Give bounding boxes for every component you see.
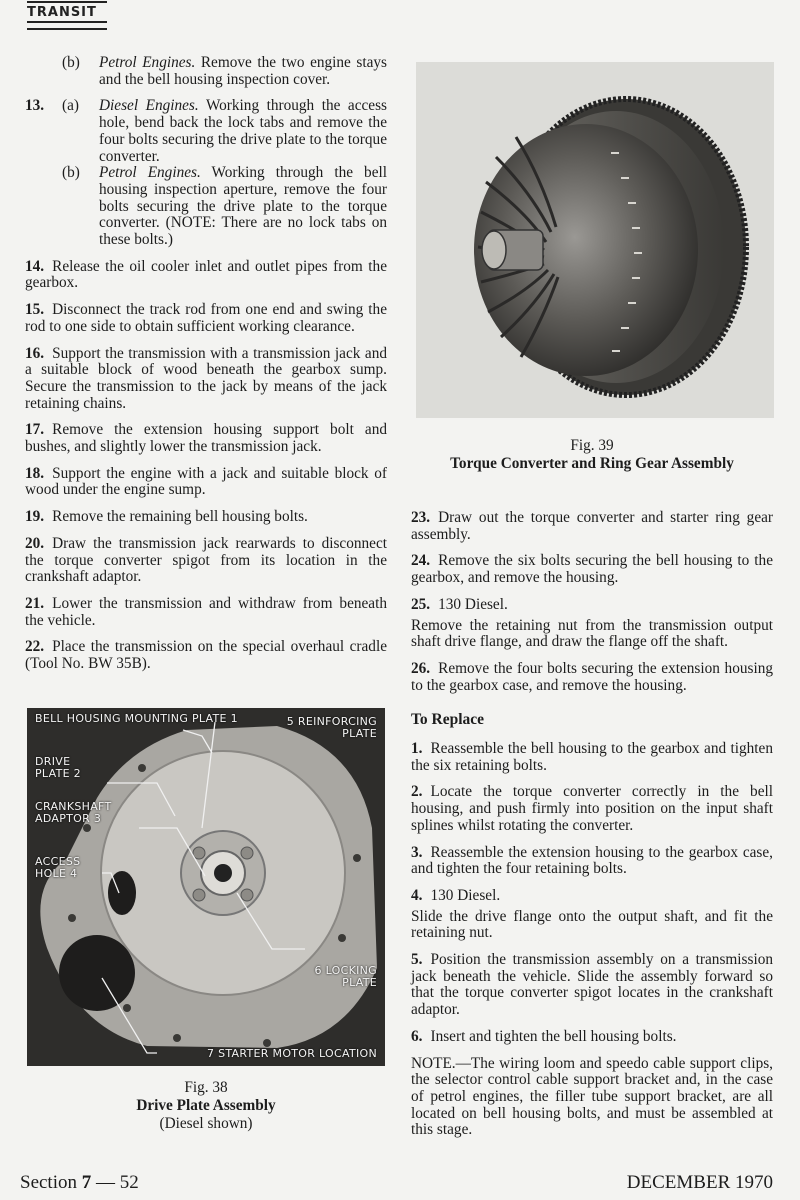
step-25-detail: Remove the retaining nut from the transmission output shaft drive flange, and draw the flange off the shaft. [411, 616, 773, 651]
replace-step-3 [411, 845, 773, 878]
adaptor-bore [214, 864, 232, 882]
replace-step-4 [411, 888, 773, 905]
sub-label: (a) [62, 97, 79, 115]
step-26 [411, 661, 773, 694]
sub-label: (b) [62, 164, 80, 182]
header-title: TRANSIT [27, 5, 97, 20]
replace-step-5 [411, 952, 773, 1019]
step-16 [25, 346, 387, 413]
to-replace-heading: To Replace [411, 711, 485, 729]
header-rule-mid [27, 21, 107, 23]
step-text: Position the transmission assembly on a transmission jack beneath the vehicle. Slide the assembly forward so that the torque converter spigot locates in the crankshaft adaptor. [411, 951, 773, 1019]
date-footer: DECEMBER 1970 [626, 1172, 773, 1193]
step-number: 18. [25, 464, 45, 482]
step-number: 4. [411, 886, 423, 904]
step-22 [25, 639, 387, 672]
fig39-title: Torque Converter and Ring Gear Assembly [450, 455, 734, 472]
section-page-footer [20, 1172, 139, 1194]
step-20 [25, 536, 387, 586]
page-number: — 52 [91, 1172, 139, 1193]
step-17 [25, 422, 387, 455]
section-label: Section [20, 1172, 82, 1193]
step-text: Support the transmission with a transmission jack and a suitable block of wood beneath the gearbox sump. Secure the transmission to the jack by means of the jack retaining chains. [25, 344, 387, 412]
step-number: 16. [25, 344, 45, 362]
fig38-number: Fig. 38 [184, 1079, 228, 1096]
drive-plate-photo [27, 708, 385, 1066]
section-number: 7 [81, 1172, 92, 1193]
left-column [25, 55, 387, 683]
callout-3-number: 3 [93, 812, 102, 825]
step-text: Remove the extension housing support bolt and bushes, and slightly lower the transmission jack. [25, 421, 387, 456]
callout-7-label: STARTER MOTOR LOCATION [218, 1047, 377, 1060]
callout-5-label: REINFORCING PLATE [297, 715, 377, 740]
step-number: 21. [25, 594, 45, 612]
assembly-note: NOTE.—The wiring loom and speedo cable support clips, the selector control cable support bracket and, in the case of petrol engines, the filler tube support bracket, are all located on bell housing bolts, and must be assembled at this stage. [411, 1054, 773, 1139]
step-number: 1. [411, 740, 423, 758]
callout-5-number: 5 [286, 715, 295, 728]
replace-step-2 [411, 784, 773, 834]
sub-lead: Diesel Engines. [99, 97, 199, 115]
callout-1-number: 1 [230, 712, 238, 725]
step-number: 26. [411, 659, 431, 677]
step-text: Draw out the torque converter and starter ring gear assembly. [411, 509, 773, 543]
sub-lead: Petrol Engines. [99, 164, 201, 182]
callout-1 [35, 713, 238, 725]
step-number: 17. [25, 421, 45, 439]
step-number: 6. [411, 1027, 423, 1045]
sub-text: Working through the access hole, bend back the lock tabs and remove the four bolts securing the drive plate to the torque converter. [99, 97, 387, 165]
replace-step-1 [411, 741, 773, 774]
sub-text: Remove the two engine stays and the bell housing inspection cover. [99, 54, 387, 88]
step-number: 25. [411, 595, 431, 613]
callout-5 [267, 716, 377, 740]
fig38-title: Drive Plate Assembly [136, 1097, 276, 1114]
sub-lead: Petrol Engines. [99, 54, 196, 71]
step-text: Remove the remaining bell housing bolts. [52, 508, 308, 526]
hub-spigot [482, 231, 506, 269]
fig38-caption [27, 1079, 385, 1133]
step-number: 5. [411, 951, 423, 969]
callout-4-number: 4 [70, 867, 78, 880]
para-13 [25, 98, 387, 248]
callout-4 [35, 856, 95, 880]
right-column [411, 510, 773, 1149]
step-19 [25, 509, 387, 526]
para-12b [62, 55, 387, 88]
step-14 [25, 259, 387, 292]
step-text: Disconnect the track rod from one end and swing the rod to one side to obtain sufficient working clearance. [25, 301, 387, 335]
callout-3 [35, 801, 125, 825]
header-rule-bottom [27, 28, 107, 30]
step-number: 19. [25, 508, 45, 526]
callout-6 [297, 965, 377, 989]
callout-1-label: BELL HOUSING MOUNTING PLATE [35, 712, 227, 725]
step-number: 3. [411, 843, 423, 861]
step-text: Place the transmission on the special overhaul cradle (Tool No. BW 35B). [25, 638, 387, 673]
step-text: Reassemble the extension housing to the gearbox case, and tighten the four retaining bolts. [411, 843, 773, 878]
step-number: 15. [25, 301, 45, 319]
step-text: Remove the six bolts securing the bell housing to the gearbox, and remove the housing. [411, 552, 773, 587]
step-text: Draw the transmission jack rearwards to disconnect the torque converter spigot from its location in the crankshaft adaptor. [25, 534, 387, 586]
step-text: 130 Diesel. [430, 886, 501, 904]
fig39-number: Fig. 39 [570, 437, 614, 454]
step-text: Locate the torque converter correctly in the bell housing, and push firmly into position on the input shaft splines whilst rotating the converter. [411, 783, 773, 834]
callout-7-number: 7 [207, 1047, 215, 1060]
step-text: Remove the four bolts securing the extension housing to the gearbox case, and remove the housing. [411, 659, 773, 694]
step-number: 22. [25, 638, 45, 656]
callout-6-number: 6 [314, 964, 322, 977]
callout-4-label: ACCESS HOLE [35, 855, 81, 880]
step-number: 24. [411, 552, 431, 570]
step-number: 2. [411, 783, 423, 801]
torque-converter-photo [416, 62, 774, 418]
step-number: 20. [25, 534, 45, 552]
step-text: Reassemble the bell housing to the gearbox and tighten the six retaining bolts. [411, 740, 773, 774]
step-21 [25, 596, 387, 629]
step-number: 13. [25, 97, 45, 115]
step-text: 130 Diesel. [438, 595, 508, 613]
fig39-caption [411, 437, 773, 473]
callout-2-label: DRIVE PLATE [35, 755, 71, 780]
sub-text: Working through the bell housing inspection aperture, remove the four bolts securing the drive plate to the torque converter. (NOTE: There are no lock tabs on these bolts.) [99, 164, 387, 249]
running-header [27, 0, 107, 30]
step-23 [411, 510, 773, 543]
fig38-subtitle: (Diesel shown) [159, 1115, 253, 1132]
step-15 [25, 302, 387, 335]
callout-2 [35, 756, 95, 780]
step-text: Insert and tighten the bell housing bolts. [430, 1027, 677, 1045]
step-25 [411, 597, 773, 614]
callout-6-label: LOCKING PLATE [325, 964, 377, 989]
callout-7 [207, 1048, 377, 1060]
step-number: 23. [411, 509, 431, 526]
step-text: Lower the transmission and withdraw from beneath the vehicle. [25, 594, 387, 629]
callout-2-number: 2 [73, 767, 81, 780]
step-number: 14. [25, 257, 45, 275]
starter-motor-hole [59, 935, 135, 1011]
step-text: Release the oil cooler inlet and outlet pipes from the gearbox. [25, 257, 387, 292]
torque-converter-illustration [416, 62, 774, 418]
step-24 [411, 553, 773, 586]
sub-label: (b) [62, 54, 80, 71]
replace-step-4-detail: Slide the drive flange onto the output shaft, and fit the retaining nut. [411, 907, 773, 942]
callout-3-label: CRANKSHAFT ADAPTOR [35, 800, 112, 825]
step-18 [25, 466, 387, 499]
replace-step-6 [411, 1029, 773, 1046]
step-text: Support the engine with a jack and suitable block of wood under the engine sump. [25, 464, 387, 499]
